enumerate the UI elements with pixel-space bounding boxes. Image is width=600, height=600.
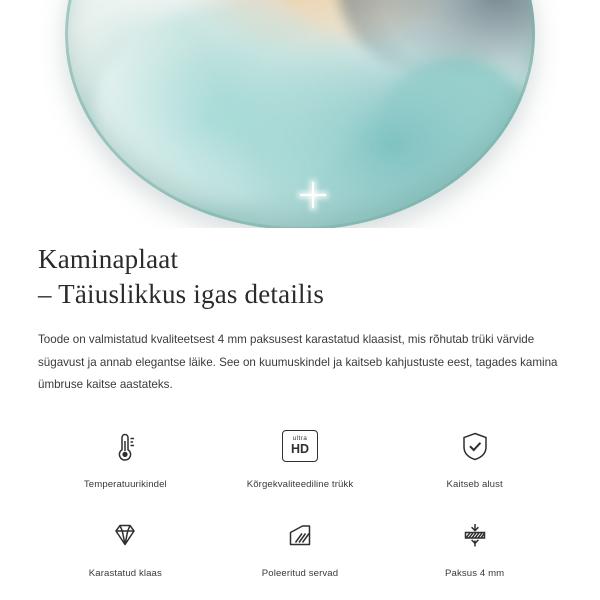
feature-item xyxy=(387,512,562,579)
feature-label: Kaitseb alust xyxy=(446,478,503,490)
product-description: Toode on valmistatud kvaliteetsest 4 mm paksusest karastatud klaasist, mis rõhutab trüki värvide sügavust ja annab elegantse läike. See on kuumuskindel ja kaitseb kahjustuste eest, tagades kamina ümbruse kaitse aastateks. xyxy=(38,333,558,392)
title-line-1: Kaminaplaat xyxy=(38,244,179,274)
ultra-hd-icon xyxy=(277,423,323,469)
shield-check-icon xyxy=(452,423,498,469)
feature-label: Paksus 4 mm xyxy=(445,567,505,579)
round-marble-plate-image xyxy=(65,0,535,228)
thermometer-icon xyxy=(102,423,148,469)
thickness-arrows-icon xyxy=(452,512,498,558)
feature-label: Temperatuurikindel xyxy=(83,478,167,490)
diamond-icon xyxy=(102,512,148,558)
hero-image xyxy=(0,0,600,228)
feature-label: Poleeritud servad xyxy=(261,567,339,579)
ultra-hd-bottom-label: HD xyxy=(290,442,310,457)
ultra-hd-top-label: ultra xyxy=(292,434,308,442)
feature-item xyxy=(213,512,388,579)
feature-label: Kõrgekvaliteediline trükk xyxy=(246,478,354,490)
page-title xyxy=(38,228,562,311)
title-line-2: – Täiuslikkus igas detailis xyxy=(38,278,325,309)
feature-grid xyxy=(38,423,562,579)
feature-item xyxy=(38,423,213,490)
feature-item xyxy=(387,423,562,490)
content-area xyxy=(0,228,600,579)
feature-item xyxy=(38,512,213,579)
polished-edges-icon xyxy=(277,512,323,558)
feature-item xyxy=(213,423,388,490)
feature-label: Karastatud klaas xyxy=(88,567,162,579)
